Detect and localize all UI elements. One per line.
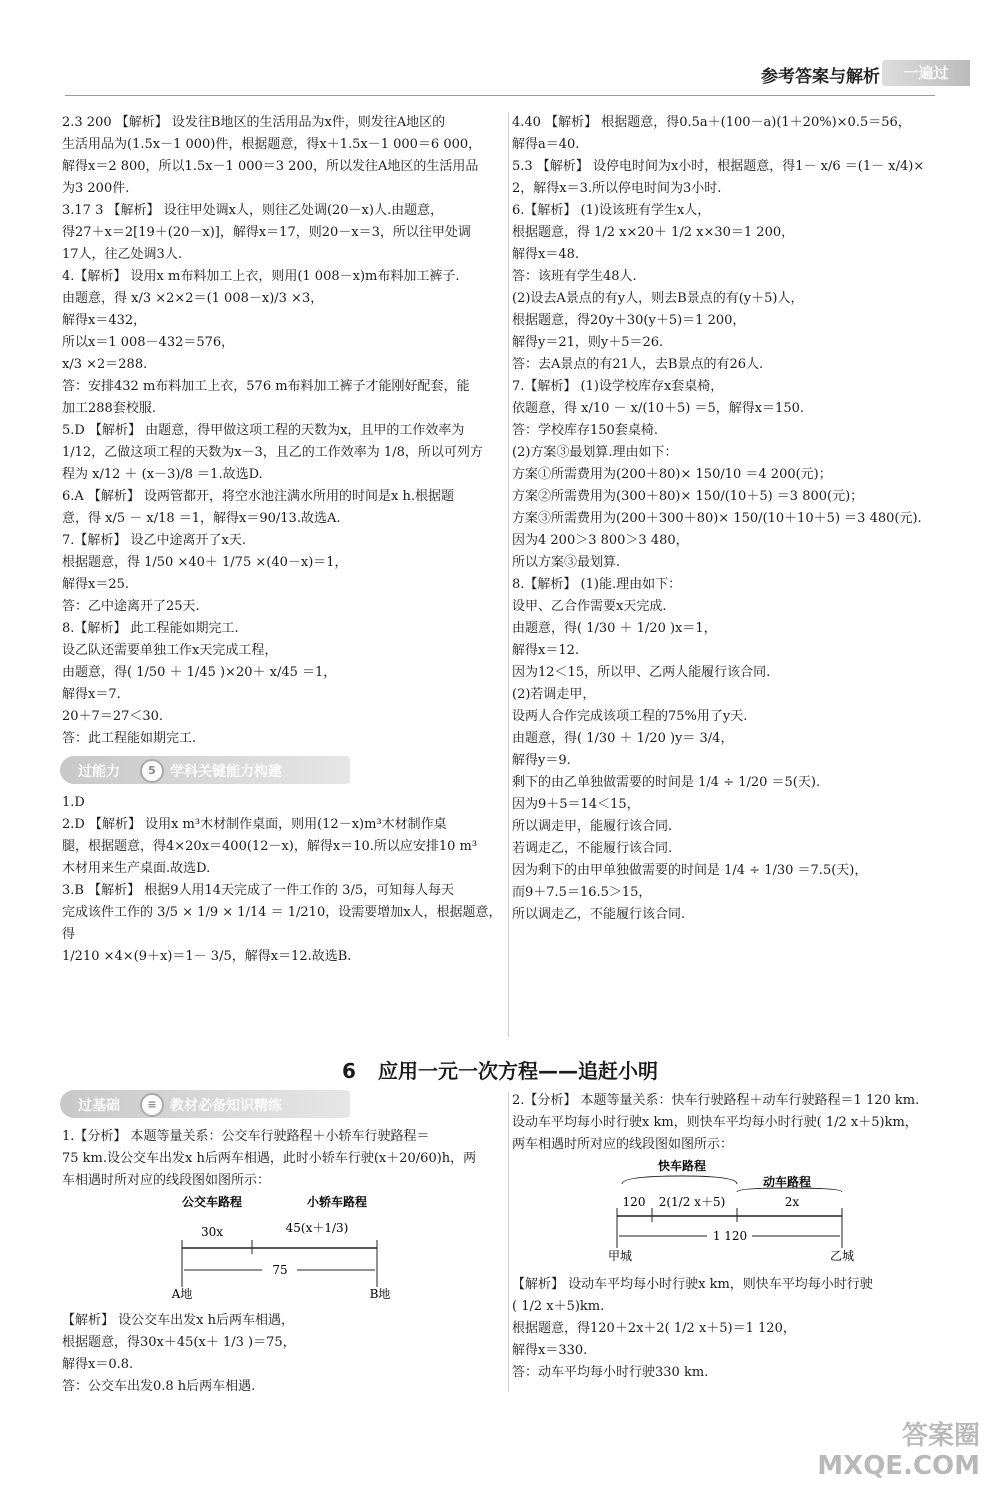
text-line: 2.3 200 【解析】 设发往B地区的生活用品为x件，则发往A地区的 [62, 115, 446, 130]
column-divider-bottom [508, 1092, 509, 1392]
diagram2-seg2: 2(1/2 x＋5) [658, 1195, 726, 1209]
diagram2-end-a: 甲城 [607, 1249, 633, 1263]
banner-basics-title: 教材必备知识精练 [170, 1098, 282, 1114]
banner-ability-label: 过能力 [78, 764, 120, 780]
left-answers [62, 112, 502, 750]
text-line: 2.D 【解析】 设用x m³木材制作桌面，则用(12－x)m³木材制作桌 [62, 817, 447, 832]
diagram2-end-b: 乙城 [829, 1249, 855, 1263]
text-line: 答：去A景点的有21人，去B景点的有26人. [512, 357, 764, 372]
text-line: 方案③所需费用为(200＋300＋80)× 150/(10＋10＋5) ＝3 480(元). [512, 511, 922, 526]
text-line: 生活用品为(1.5x－1 000)件，根据题意，得x＋1.5x－1 000＝6 000， [62, 137, 482, 152]
diagram1-end-b: B地 [369, 1287, 391, 1301]
text-line: 4.【解析】 设用x m布料加工上衣，则用(1 008－x)m布料加工裤子. [62, 269, 460, 284]
text-line: 为3 200件. [62, 181, 130, 196]
text-line: 解得x＝7. [62, 687, 121, 702]
text-line: 由题意，得 x/3 ×2×2＝(1 008－x)/3 ×3， [62, 291, 324, 306]
text-line: 7.【解析】 (1)设学校库存x套桌椅， [512, 379, 724, 394]
text-line: 所以调走乙，不能履行该合同. [512, 907, 686, 922]
bottom-left-column [62, 1090, 502, 1398]
text-line: 答：公交车出发0.8 h后两车相遇. [62, 1379, 256, 1394]
text-line: 1/210 ×4×(9＋x)＝1－ 3/5，解得x＝12.故选B. [62, 949, 352, 964]
bus-car-diagram [62, 1192, 482, 1302]
text-line: 2.【分析】 本题等量关系：快车行驶路程＋动车行驶路程＝1 120 km. [512, 1093, 920, 1108]
text-line: 答：乙中途离开了25天. [62, 599, 200, 614]
section-name: 应用一元一次方程——追赶小明 [377, 1059, 658, 1083]
left-column [62, 112, 502, 968]
text-line: 答：此工程能如期完工. [62, 731, 197, 746]
text-line: 解得y＝21，则y＋5＝26. [512, 335, 664, 350]
text-line: 意，得 x/5 － x/18 ＝1，解得x＝90/13.故选A. [62, 511, 341, 526]
text-line: 6.【解析】 (1)设该班有学生x人， [512, 203, 711, 218]
text-line: 设甲、乙合作需要x天完成. [512, 599, 667, 614]
text-line: 1.D [62, 795, 85, 810]
text-line: 解得a＝40. [512, 137, 580, 152]
text-line: (2)方案③最划算.理由如下： [512, 445, 678, 460]
text-line: ( 1/2 x＋5)km. [512, 1299, 605, 1314]
text-line: 所以调走甲，能履行该合同. [512, 819, 673, 834]
text-line: 程为 x/12 ＋ (x－3)/8 ＝1.故选D. [62, 467, 263, 482]
text-line: 解得x＝48. [512, 247, 580, 262]
text-line: 3.B 【解析】 根据9人用14天完成了一件工作的 3/5，可知每人每天 [62, 883, 455, 898]
text-line: 答：该班有学生48人. [512, 269, 637, 284]
text-line: 依题意，得 x/10 － x/(10＋5) ＝5，解得x＝150. [512, 401, 804, 416]
clipboard-icon: ≡ [140, 1093, 164, 1117]
text-line: 而9＋7.5＝16.5＞15， [512, 885, 652, 900]
banner-ability [60, 756, 350, 784]
text-line: 5.3 【解析】 设停电时间为x小时，根据题意，得1－ x/6 ＝(1－ x/4)× [512, 159, 925, 174]
text-line: 2，解得x＝3.所以停电时间为3小时. [512, 181, 722, 196]
text-line: 因为4 200＞3 800＞3 480， [512, 533, 689, 548]
diagram2-seg1: 120 [622, 1195, 646, 1209]
text-line: 设乙队还需要单独工作x天完成工程， [62, 643, 278, 658]
text-line: 解得x＝330. [512, 1343, 588, 1358]
text-line: 根据题意，得 1/2 x×20＋ 1/2 x×30＝1 200， [512, 225, 795, 240]
text-line: 剩下的由乙单独做需要的时间是 1/4 ÷ 1/20 ＝5(天). [512, 775, 821, 790]
watermark-logo [817, 1421, 980, 1481]
text-line: 由题意，得( 1/30 ＋ 1/20 )x＝1， [512, 621, 717, 636]
text-line: 解得x＝25. [62, 577, 130, 592]
header-tab: 一遍过 [882, 60, 970, 86]
text-line: 17人，往乙处调3人. [62, 247, 182, 262]
text-line: 腿，根据题意，得4×20x＝400(12－x)，解得x＝10.所以应安排10 m³ [62, 839, 478, 854]
text-line: 根据题意，得 1/50 ×40＋ 1/75 ×(40－x)＝1， [62, 555, 348, 570]
text-line: 两车相遇时所对应的线段图如图所示： [512, 1137, 734, 1152]
text-line: 解得x＝12. [512, 643, 580, 658]
text-line: 根据题意，得20y＋30(y＋5)＝1 200， [512, 313, 746, 328]
text-line: 因为12＜15，所以甲、乙两人能履行该合同. [512, 665, 771, 680]
text-line: 20＋7＝27＜30. [62, 709, 164, 724]
section-title [0, 1055, 1000, 1084]
text-line: 3.17 3 【解析】 设往甲处调x人，则往乙处调(20－x)人.由题意， [62, 203, 444, 218]
text-line: 车相遇时所对应的线段图如图所示： [62, 1173, 271, 1188]
diagram1-label-car: 小轿车路程 [306, 1195, 368, 1209]
bottom-right-column [512, 1090, 957, 1384]
right-column [512, 112, 957, 926]
text-line: 方案②所需费用为(300＋80)× 150/(10＋5) ＝3 800(元)； [512, 489, 864, 504]
train-diagram [512, 1156, 952, 1266]
text-line: 7.【解析】 设乙中途离开了x天. [62, 533, 246, 548]
diagram2-seg3: 2x [784, 1195, 800, 1209]
banner-basics [60, 1090, 350, 1118]
text-line: 8.【解析】 此工程能如期完工. [62, 621, 239, 636]
text-line: 根据题意，得120＋2x＋2( 1/2 x＋5)＝1 120， [512, 1321, 796, 1336]
text-line: 由题意，得( 1/30 ＋ 1/20 )y＝ 3/4， [512, 731, 734, 746]
problem2-solution [512, 1274, 957, 1384]
text-line: 根据题意，得30x＋45(x＋ 1/3 )＝75， [62, 1335, 296, 1350]
banner-ability-title: 学科关键能力构建 [170, 764, 282, 780]
section-number: 6 [342, 1059, 356, 1083]
text-line: 75 km.设公交车出发x h后两车相遇，此时小轿车行驶(x＋20/60)h，两 [62, 1151, 477, 1166]
text-line: 得27＋x＝2[19＋(20－x)]，解得x＝17，则20－x＝3，所以往甲处调 [62, 225, 471, 240]
text-line: 答：学校库存150套桌椅. [512, 423, 658, 438]
page-header [0, 0, 1000, 110]
header-rule [65, 95, 935, 96]
text-line: 方案①所需费用为(200＋80)× 150/10 ＝4 200(元)； [512, 467, 832, 482]
text-line: 8.【解析】 (1)能.理由如下： [512, 577, 682, 592]
text-line: (2)若调走甲， [512, 687, 596, 702]
text-line: 完成该件工作的 3/5 × 1/9 × 1/14 ＝ 1/210，设需要增加x人，根据题意，得 [62, 905, 502, 942]
text-line: 1.【分析】 本题等量关系：公交车行驶路程＋小轿车行驶路程＝ [62, 1129, 430, 1144]
text-line: 1/12，乙做这项工程的天数为x－3，且乙的工作效率为 1/8，所以可列方 [62, 445, 483, 460]
text-line: 由题意，得( 1/50 ＋ 1/45 )×20＋ x/45 ＝1， [62, 665, 337, 680]
diagram1-total: 75 [272, 1263, 288, 1277]
diagram1-end-a: A地 [171, 1287, 193, 1301]
column-divider [508, 112, 509, 1037]
text-line: 解得x＝432， [62, 313, 147, 328]
ability-answers [62, 792, 502, 968]
text-line: x/3 ×2＝288. [62, 357, 148, 372]
medal-icon: 5 [140, 759, 164, 783]
text-line: 所以方案③最划算. [512, 555, 621, 570]
text-line: 所以x＝1 008－432＝576， [62, 335, 235, 350]
diagram2-label-fast: 快车路程 [657, 1159, 707, 1173]
diagram2-label-emu: 动车路程 [762, 1175, 812, 1189]
text-line: 因为9＋5＝14＜15， [512, 797, 640, 812]
text-line: 木材用来生产桌面.故选D. [62, 861, 211, 876]
problem1-analysis [62, 1126, 502, 1192]
text-line: 解得y＝9. [512, 753, 571, 768]
text-line: 【解析】 设公交车出发x h后两车相遇， [62, 1313, 294, 1328]
right-answers [512, 112, 957, 926]
diagram1-label-bus: 公交车路程 [181, 1195, 243, 1209]
text-line: (2)设去A景点的有y人，则去B景点的有(y＋5)人， [512, 291, 804, 306]
diagram1-seg2: 45(x＋1/3) [285, 1221, 349, 1235]
text-line: 解得x＝0.8. [62, 1357, 134, 1372]
text-line: 因为剩下的由甲单独做需要的时间是 1/4 ÷ 1/30 ＝7.5(天)， [512, 863, 868, 878]
text-line: 加工288套校服. [62, 401, 156, 416]
text-line: 【解析】 设动车平均每小时行驶x km，则快车平均每小时行驶 [512, 1277, 873, 1292]
problem1-solution [62, 1310, 502, 1398]
banner-basics-label: 过基础 [78, 1098, 120, 1114]
text-line: 设两人合作完成该项工程的75%用了y天. [512, 709, 748, 724]
text-line: 5.D 【解析】 由题意，得甲做这项工程的天数为x，且甲的工作效率为 [62, 423, 465, 438]
diagram1-seg1: 30x [200, 1225, 224, 1239]
watermark-line1: 答案圈 [901, 1421, 980, 1451]
text-line: 答：安排432 m布料加工上衣，576 m布料加工裤子才能刚好配套，能 [62, 379, 470, 394]
text-line: 设动车平均每小时行驶x km，则快车平均每小时行驶( 1/2 x＋5)km， [512, 1115, 918, 1130]
header-title: 参考答案与解析 [761, 67, 880, 87]
watermark-line2: MXQE.COM [817, 1451, 980, 1481]
text-line: 解得x＝2 800，所以1.5x－1 000＝3 200，所以发往A地区的生活用品 [62, 159, 479, 174]
text-line: 6.A 【解析】 设两管都开，将空水池注满水所用的时间是x h.根据题 [62, 489, 455, 504]
text-line: 答：动车平均每小时行驶330 km. [512, 1365, 709, 1380]
diagram2-total: 1 120 [712, 1229, 748, 1243]
problem2-analysis [512, 1090, 957, 1156]
text-line: 若调走乙，不能履行该合同. [512, 841, 673, 856]
diagram2-brace-fast [622, 1176, 737, 1184]
text-line: 4.40 【解析】 根据题意，得0.5a＋(100－a)(1＋20%)×0.5＝56， [512, 115, 911, 130]
